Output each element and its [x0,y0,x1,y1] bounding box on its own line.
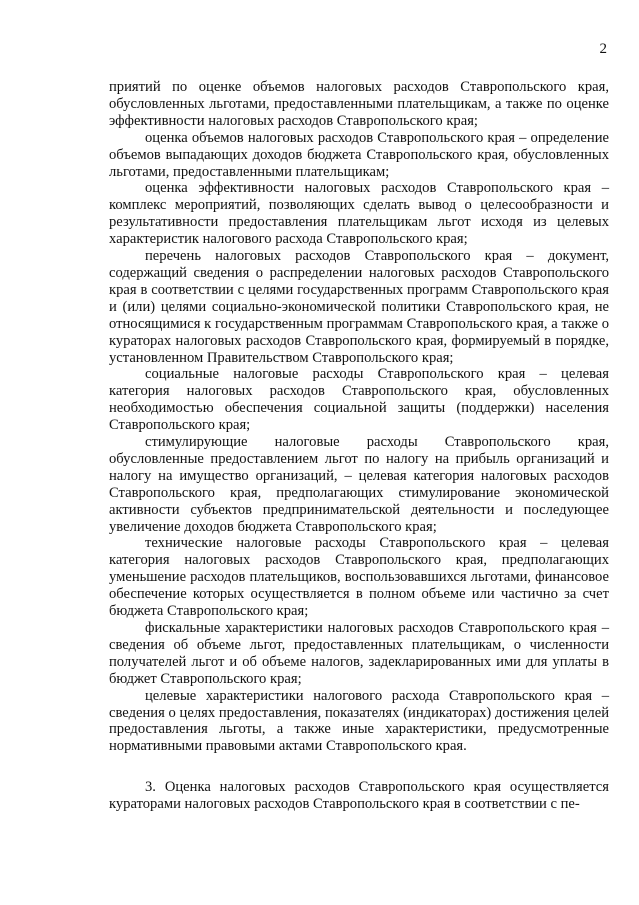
section-3-paragraph: 3. Оценка налоговых расходов Ставропольского края осуществляется кураторами налоговых расходов Ставропольского края в соответствии с пе- [109,779,609,813]
page-number: 2 [599,41,607,57]
definition-target-characteristics: целевые характеристики налогового расхода Ставропольского края – сведения о целях предоставления, показателях (индикаторах) достижения целей предоставления льготы, а также иные характеристики, предусмотренные нормативными правовыми актами Ставропольского края. [109,687,609,755]
document-body [109,79,609,813]
definition-fiscal-characteristics: фискальные характеристики налоговых расходов Ставропольского края – сведения об объеме льгот, предоставленных плательщикам, о численности получателей льгот и об объеме налогов, задекларированных ими для уплаты в бюджет Ставропольского края; [109,620,609,687]
definition-tax-expense-list: перечень налоговых расходов Ставропольского края – документ, содержащий сведения о распределении налоговых расходов Ставропольского края в соответствии с целями государственных программ Ставропольского края и (или) целями социально-экономической политики Ставропольского края, не относящимися к государственным программам Ставропольского края, а также о кураторах налоговых расходов Ставропольского края, формируемый в порядке, установленном Правительством Ставропольского края; [109,248,609,366]
definition-stimulating-tax-expenses: стимулирующие налоговые расходы Ставропольского края, обусловленные предоставлением льгот по налогу на прибыль организаций и налогу на имущество организаций, – целевая категория налоговых расходов Ставропольского края, предполагающих стимулирование экономической активности субъектов предпринимательской деятельности и последующее увеличение доходов бюджета Ставропольского края; [109,434,609,535]
definition-technical-tax-expenses: технические налоговые расходы Ставропольского края – целевая категория налоговых расходов Ставропольского края, предполагающих уменьшение расходов плательщиков, воспользовавшихся льготами, финансовое обеспечение которых осуществляется в полном объеме или частично за счет бюджета Ставропольского края; [109,535,609,620]
definition-tax-expense-volume-assessment: оценка объемов налоговых расходов Ставропольского края – определение объемов выпадающих доходов бюджета Ставропольского края, обусловленных льготами, предоставленными плательщикам; [109,129,609,180]
paragraph-continuation: приятий по оценке объемов налоговых расходов Ставропольского края, обусловленных льготами, предоставленными плательщикам, а также по оценке эффективности налоговых расходов Ставропольского края; [109,79,609,129]
definition-tax-expense-efficiency-assessment: оценка эффективности налоговых расходов Ставропольского края – комплекс мероприятий, позволяющих сделать вывод о целесообразности и результативности предоставления плательщикам льгот исходя из целевых характеристик налогового расхода Ставропольского края; [109,180,609,248]
definition-social-tax-expenses: социальные налоговые расходы Ставропольского края – целевая категория налоговых расходов Ставропольского края, обусловленных необходимостью обеспечения социальной защиты (поддержки) населения Ставропольского края; [109,366,609,434]
